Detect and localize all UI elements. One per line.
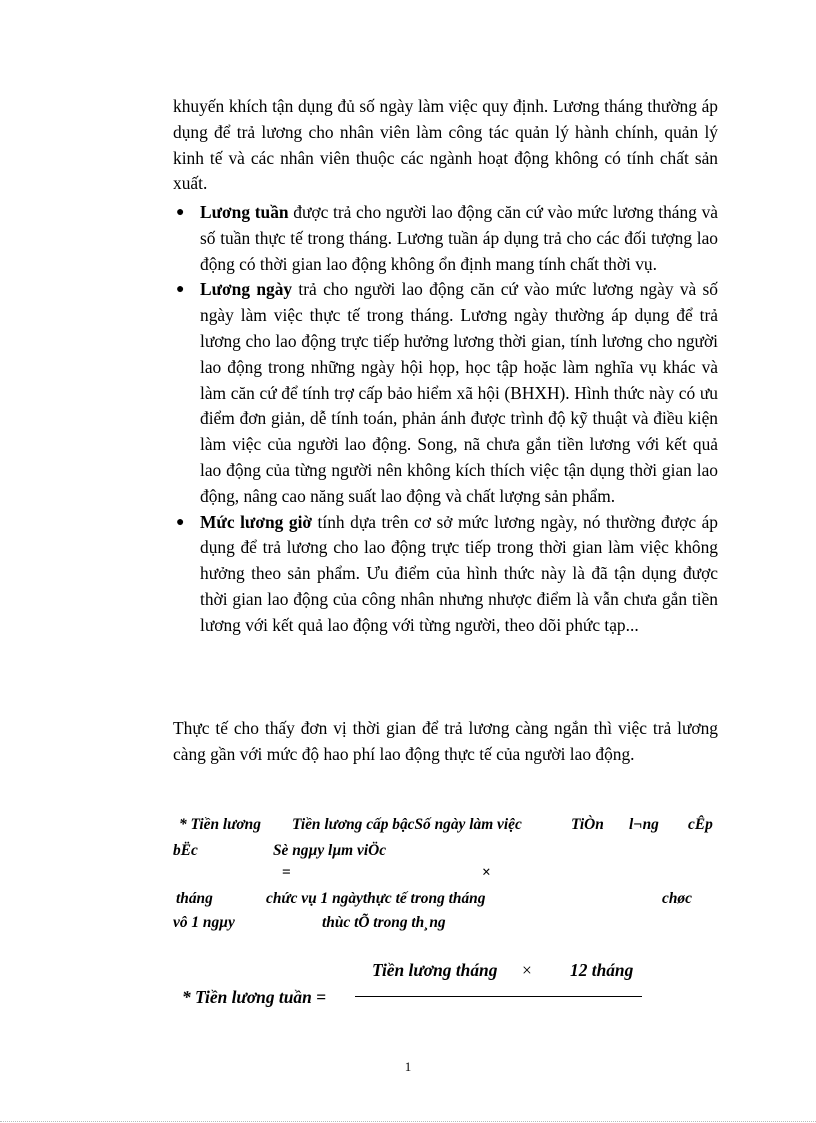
text-hourly-wage: tính dựa trên cơ sở mức lương ngày, nó thường được áp dụng để trả lương cho lao động trực tiếp trong thời gian làm việc không hưởng theo sản phẩm. Ưu điểm của hình thức này là đã tận dụng được thời gian lao động của công nhân nhưng nhược điểm là vẫn chưa gắn tiền lương với kết quả lao động với từng người, theo dõi phức tạp...	[200, 511, 718, 635]
term-daily-wage: Lương ngày	[200, 279, 293, 300]
term-weekly-wage: Lương tuần	[200, 202, 289, 222]
formula2-numerator-a: Tiền lương tháng	[372, 960, 498, 980]
text-weekly-wage: được trả cho người lao động căn cứ vào mức lương tháng và số tuần thực tế trong tháng. Lương tuần áp dụng trả cho các đối tượng lao động có thời gian lao động không ổn định mang tính chất thời vụ.	[200, 202, 718, 274]
formula2-numerator-b: 12 tháng	[570, 960, 634, 980]
fraction-line	[355, 996, 642, 997]
salary-types-list	[173, 200, 718, 639]
formula2-label: * Tiền lương tuần =	[182, 987, 327, 1007]
text-daily-wage: trả cho người lao động căn cứ vào mức lương ngày và số ngày làm việc thực tế trong tháng. Lương ngày thường áp dụng để trả lương cho lao động trực tiếp hưởng lương thời gian, tính lương cho người lao động trong những ngày hội họp, học tập hoặc làm nghĩa vụ khác và làm căn cứ để tính trợ cấp bảo hiểm xã hội (BHXH). Hình thức này có ưu điểm đơn giản, dễ tính toán, phản ánh được trình độ kỹ thuật và điều kiện làm việc của người lao động. Song, nã chưa gắn tiền lương với kết quả lao động của từng người nên không kích thích việc tận dụng thời gian lao động, nâng cao năng suất lao động và chất lượng sản phẩm.	[200, 279, 718, 506]
bullet-icon: ●	[176, 282, 185, 298]
page-bottom-divider	[0, 1121, 816, 1122]
formula1-text: l¬ng	[629, 816, 659, 833]
formula2-times: ×	[522, 960, 532, 980]
formula1-text: thùc tÕ trong th¸ng	[322, 914, 446, 931]
list-item-weekly-wage	[173, 200, 718, 277]
page-number: 1	[404, 1059, 412, 1074]
formula1-text: bËc	[173, 842, 198, 859]
list-item-daily-wage	[173, 277, 718, 509]
bullet-icon: ●	[176, 205, 185, 220]
term-hourly-wage: Mức lương giờ	[200, 511, 313, 532]
formula1-text: chức vụ 1 ngàythực tế trong tháng	[266, 890, 486, 907]
closing-paragraph: Thực tế cho thấy đơn vị thời gian để trả lương càng ngắn thì việc trả lương càng gần với mức độ hao phí lao động thực tế của người lao động.	[173, 718, 718, 764]
formula1-text: chøc	[662, 890, 692, 907]
intro-paragraph: khuyến khích tận dụng đủ số ngày làm việc quy định. Lương tháng thường áp dụng để trả lương cho nhân viên làm công tác quản lý hành chính, quản lý kinh tế và các nhân viên thuộc các ngành hoạt động không có tính chất sản xuất.	[173, 96, 718, 194]
formula1-text: vô 1 ngµy	[173, 914, 235, 931]
formula1-text: tháng	[176, 890, 213, 907]
formula1-text: TiÒn	[571, 816, 604, 833]
bullet-icon: ●	[176, 514, 185, 530]
formula1-text: cÊp	[688, 816, 713, 833]
formula1-text: Sè ngµy lµm viÖc	[273, 842, 387, 859]
formula1-equals: =	[282, 864, 291, 881]
formula1-times: ×	[482, 864, 491, 881]
formula1-text: Tiền lương cấp bậcSố ngày làm việc	[292, 816, 522, 833]
formula1-text: * Tiền lương	[179, 816, 261, 833]
list-item-hourly-wage	[173, 510, 718, 639]
